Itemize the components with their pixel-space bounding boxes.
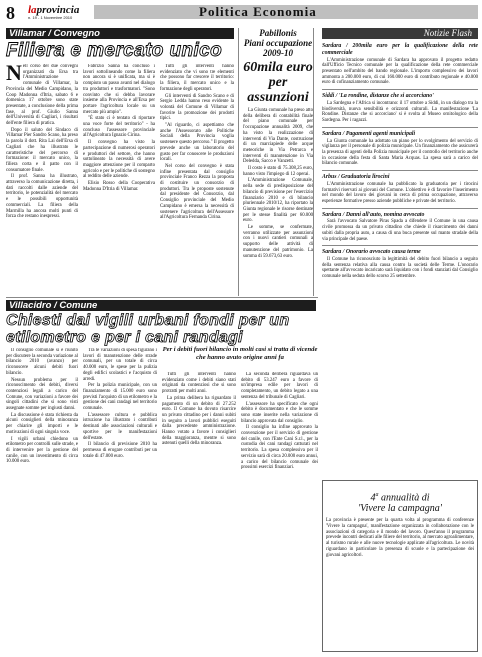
article2-paragraph: Il bilancio di previsione 2010 ha permesso di erogare contributi per un totale di 47.000 euro.	[83, 442, 157, 459]
article1-paragraph: ell corso del due convegni organizzati da Ersa tra l'Amministrazione comunale di Villamar, la Provincia del Medio Campidano, la Coop Madonna d'Itria, sabato 6 e domenica 17 ottobre sono state presentate, a conclusione della prima fase, al prof. Giulio Sanna dell'Università di Cagliari, i risultati dell'ente filiera di pratica.	[6, 64, 78, 127]
pabillonis-box	[238, 28, 314, 296]
flash-item-title: Arbus / Graduatoria lirocini	[322, 174, 390, 181]
divider	[322, 170, 478, 171]
divider	[322, 208, 478, 209]
article2-paragraph: Per la polizia municipale, con un finanziamento di 15.000 euro sono previsti l'acquisto di un etilometro e la gestione dei cani randagi nel territorio comunale.	[83, 383, 157, 412]
article2-paragraph: L'assessore ha specificato che ogni debito è documentato e che le somme sono state inserite nella variazione di bilancio approvata dal consiglio.	[241, 401, 318, 424]
article1-paragraph: Il prof. Sanna ha illustrato, attraverso la comunicazione diretta, i dati raccolti dalle aziende del territorio, le potenzialità del mercato e le possibili opportunità commerciali. La filiera della Marmilla ha ancora molti punti di forza che restano inespressi.	[6, 174, 78, 220]
box-title-quote: 'Vivere la campagna'	[358, 503, 442, 515]
flash-item-title: Sardara / Danni all'auto, nomina avvocato	[322, 211, 425, 218]
page-header	[4, 3, 478, 23]
article1-paragraph: "È stato ci è tentato di riportare una voce forte del territorio" - ha concluso l'assessore provinciale all'Agricoltura Ignazio Cirina.	[83, 116, 155, 139]
article1-paragraph: "Al riguardo, ci aspettiamo che anche l'Assessorato alle Politiche Sociali della Provincia voglia sostenere questo percorso." Il progetto prevede anche un laboratorio del gusto per far conoscere le produzioni locali.	[160, 123, 234, 163]
article2-column-2	[83, 348, 157, 653]
article2-paragraph: Il consiglio comunale si è riunito per discutere la seconda variazione al bilancio 2010 (avanzo) per riconoscere alcuni debiti fuori bilancio.	[6, 348, 78, 376]
flash-item-text: L'Amministrazione comunale ha pubblicato la graduatoria per i tirocini formativi riservati ai giovani del Comune. L'obiettivo è di favorire l'inserimento nel mondo del lavoro dei giovani in cerca di prima occupazione, attraverso esperienze formative presso aziende pubbliche e private del territorio.	[322, 181, 478, 204]
pabillonis-paragraph: La Giunta comunale ha preso atto della delibera di contabilità finale del piano comunale per l'occupazione annualità 2009, che ha visto la realizzazione di interventi di Via Dante, costruzione di un marciapiede delle acque meteoriche in Via Petrarca e interventi di manutenzione in Via Deledda, Sacco e Vanzetti.	[243, 108, 313, 165]
logo-main: provincia	[36, 4, 80, 16]
issue-line: n. 19 - 1 Novembre 2010	[28, 15, 73, 20]
article2-paragraph: L'assessore cultura e pubblica istruzione ha illustrato i contributi destinati alle associazioni culturali e sportive per le manifestazioni dell'estate.	[83, 412, 157, 441]
article2-paragraph: Il consiglio ha infine approvato la convenzione per il servizio di gestione del canile, con l'Ente Cani S.r.l., per la custodia dei cani randagi catturati nel territorio. La spesa complessiva per il servizio sarà di circa 20.000 euro annui, a carico del bilancio comunale dei prossimi esercizi finanziari.	[241, 425, 318, 471]
article1-paragraph: Gli interventi di Sandro Scano e di Sergio Ledda hanno reso evidente la volontà del Comune di Villamar di favorire la promozione dei prodotti tipici.	[160, 93, 234, 122]
flash-item-text: L'Amministrazione comunale di Sardara ha approvato il progetto redatto dall'Ufficio Tecnico comunale per la qualificazione della rete commerciale presentato nell'ambito del bando regionale. L'importo complessivo dei lavori ammonta a 200.000 euro, di cui 160.000 euro di contributo regionale e 40.000 euro di cofinanziamento comunale.	[322, 57, 478, 86]
article2-kicker: Villacidro / Comune	[6, 300, 316, 311]
flash-item-text: La Sardegna e l'Africa si incontrano: il 17 ottobre a Siddi, in un dialogo tra la biodiversità, nuova sensibilità e orizzonti culturali. La manifestazione 'La Rondine. Distanze che si accorciano' si è svolta al Museo ornitologico della Sardegna. Per i ragazzi.	[322, 100, 478, 124]
pabillonis-paragraph: Le somme, se confermate, verranno utilizzate per assunzioni con i nuovi cantieri comunali a supporto delle attività di manutenzione del patrimonio. La somma di 59.673,63 euro.	[243, 225, 313, 259]
article2-subhead: Per i debiti fuori bilancio in molti casi si tratta di vicende che hanno avuto origine anni fa	[162, 346, 318, 361]
article1-column-3	[160, 64, 234, 296]
article2-column-1	[6, 348, 78, 653]
drop-cap: N	[6, 64, 22, 85]
box-title-word: annualità di	[380, 492, 430, 504]
flash-item-title: Siddi / 'La rondine, distanze che si accorciano'	[322, 93, 434, 100]
article2-paragraph: Tra le variazioni di spesa figurano i lavori di manutenzione delle strade comunali, per un totale di circa 40.000 euro, le spese per la pulizia degli edifici scolastici e l'acquisto di arredi.	[83, 348, 157, 382]
box-title	[326, 490, 474, 503]
section-title: Politica Economia	[199, 4, 317, 19]
flash-item-text: Il Comune ha riconosciuto la legittimità del debito fuori bilancio a seguito della sentenza relativa alla causa contro la società delle Terme. L'onorario spettante all'avvocato incaricato sarà liquidato con i fondi stanziati dal Consiglio comunale nella seduta dello scorso 25 settembre.	[322, 257, 478, 280]
article1-paragraph: Elisio Rosso della Cooperativa Madonna D'Itria di Villamar.	[83, 181, 155, 192]
article2-paragraph: Tutti gli interventi hanno evidenziato come i debiti siano stati originati da contenziosi che si sono protratti per molti anni.	[162, 372, 236, 395]
box-title-sup: a	[375, 492, 379, 498]
article1-headline: Filiera e mercato unico	[6, 40, 223, 61]
article1-paragraph: Dopo il saluto del Sindaco di Villamar Pier Sandro Scano, ha preso la parola il dott. Rita Lai dell'Ersa di Cagliari che ha illustrato le caratteristiche del percorso di formazione: il mercato unico, la filiera corta e il patto con il consumatore finale.	[6, 127, 78, 173]
article2-headline: Chiesti dai vigili urbani fondi per un etilometro e per i cani randagi	[6, 312, 290, 346]
notizie-flash-banner: Notizie Flash	[322, 28, 478, 39]
divider	[6, 297, 318, 298]
divider	[322, 89, 478, 90]
article1-paragraph: Tutti gli interventi hanno evidenziato che vi sono tre elementi che possono far crescere il territorio: la filiera, il mercato unico e la formazione degli operatori.	[160, 64, 234, 92]
article1-column-2	[83, 64, 155, 296]
article1-paragraph: Nel corso del convegno è stata infine presentata dal consiglio provinciale Franco Rezza la proposta di costituire un consorzio di produttori. Tra le proposte sostenute dal presidente del Consorzio, dal Consiglio provinciale del Medio Campidano è emersa la necessità di sostenere l'agricoltura dell'Assessore all'Agricoltura Fernanda Cirina.	[160, 163, 234, 221]
box-body: La provincia è presente per la quarta volta al programma di conferenze 'Vivere la campagna', manifestazione organizzata in collaborazione con le associazioni di categoria e il mondo del lavoro. Quest'anno il programma prevede incontri dedicati alle filiere del territorio, al mercato agroalimentare, al turismo rurale e alle nuove tecnologie applicate all'agricoltura. Le novità riguardano in particolare la presenza di scuole e la partecipazione dei giovani agricoltori.	[326, 518, 474, 558]
flash-item-title: Sardara / Onorario avvocato causa terme	[322, 249, 421, 256]
article2-paragraph: Nessun problema per il riconoscimento dei debiti, diversi contenziosi legali a carico del Comune, con variazioni a favore dei singoli cittadini che si sono visti assegnate somme per ingiusti danni.	[6, 377, 78, 412]
pabillonis-body	[243, 108, 313, 259]
pabillonis-headline: 60mila euro per assunzioni	[243, 60, 313, 105]
flash-item-text: Sarà l'avvocato Salvatore Piras Spada a difendere il Comune in una causa civile promossa da un privato cittadino che chiede il risarcimento dei danni subiti dalla propria auto, a causa di una buca presente sul manto stradale della via principale del paese.	[322, 219, 478, 242]
article2-paragraph: I vigili urbani chiedono un etilometro per controlli sulle strade, e di intervenire per la gestione del canile, con un investimento di circa 10.000 euro.	[6, 436, 78, 465]
article1-paragraph: Fabrizio Sanna ha concluso i lavori sottolineando come la filiera non ancora si è unificata, ma si è compiuto un passo avanti nel dialogo tra produttori e trasformatori. "Sono convinto che si debba lavorare insieme alla Provincia e all'Ersa per portare l'agricoltura locale su un mercato più ampio".	[83, 64, 155, 115]
vivere-la-campagna-box	[322, 480, 478, 652]
pabillonis-kicker: Pabillonis	[259, 28, 297, 38]
article1-kicker: Villamar / Convegno	[6, 28, 234, 39]
article2-paragraph: La discussione è stata richiesta da alcuni consiglieri della minoranza per chiarire gli importi e le motivazioni di ogni singola voce.	[6, 412, 78, 435]
logo-accent: la	[28, 4, 37, 16]
page-number: 8	[6, 3, 15, 23]
pabillonis-subhead: Piani occupazione 2009-10	[243, 38, 313, 58]
flash-item-title: Sardara / Pagamenti agenti municipali	[322, 130, 416, 137]
article2-paragraph: La prima delibera ha riguardato il pagamento di un debito di 27.252 euro. Il Comune ha dovuto risarcire un privato cittadino per i danni subiti in seguito a lavori pubblici eseguiti dalla precedente amministrazione. Hanno votato a favore i consiglieri della maggioranza, mentre si sono astenuti quelli della minoranza.	[162, 395, 236, 447]
notizie-flash-column	[322, 41, 478, 476]
article1-paragraph: Il convegno ha visto la partecipazione di numerosi operatori e produttori del settore, che hanno sottolineato la necessità di avere maggiore attenzione per il comparto agricolo e per le politiche di sostegno al reddito delle aziende.	[83, 140, 155, 180]
flash-item-title: Sardara / 200mila euro per la qualificazione della rete commerciale	[322, 43, 478, 56]
article2-paragraph: La seconda delibera riguardava un debito di 53.247 euro a favore di un'impresa edile per lavori di completamento, un debito legato a una sentenza del tribunale di Cagliari.	[241, 372, 318, 400]
flash-item-text: La Giunta comunale ha adottato un piano per lo svolgimento del servizio di vigilanza per il personale di polizia municipale. Un finanziamento che assicurerà la presenza di agenti della Polizia municipale per il controllo del territorio anche in occasione della festa di Santa Maria Acquas. La spesa sarà a carico del bilancio comunale.	[322, 138, 478, 167]
article1-column-1	[6, 64, 78, 296]
divider	[322, 245, 478, 246]
divider	[322, 127, 478, 128]
article2-column-4	[241, 372, 318, 653]
box-title-number: 4	[370, 492, 376, 504]
pabillonis-paragraph: Il costo è stato di 75.308,25 euro, hanno visto l'impiego di 12 operai.	[243, 166, 313, 177]
pabillonis-paragraph: L'Amministrazione Comunale, nella sede di predisposizione del bilancio di previsione per l'esercizio finanziario 2010 e di bilancio pluriennale 2010/12, ha riportato la Giunta regionale le risorse destinate per le stesse finalità per 60.000 euro.	[243, 178, 313, 224]
section-band	[94, 5, 478, 19]
article2-column-3	[162, 372, 236, 653]
